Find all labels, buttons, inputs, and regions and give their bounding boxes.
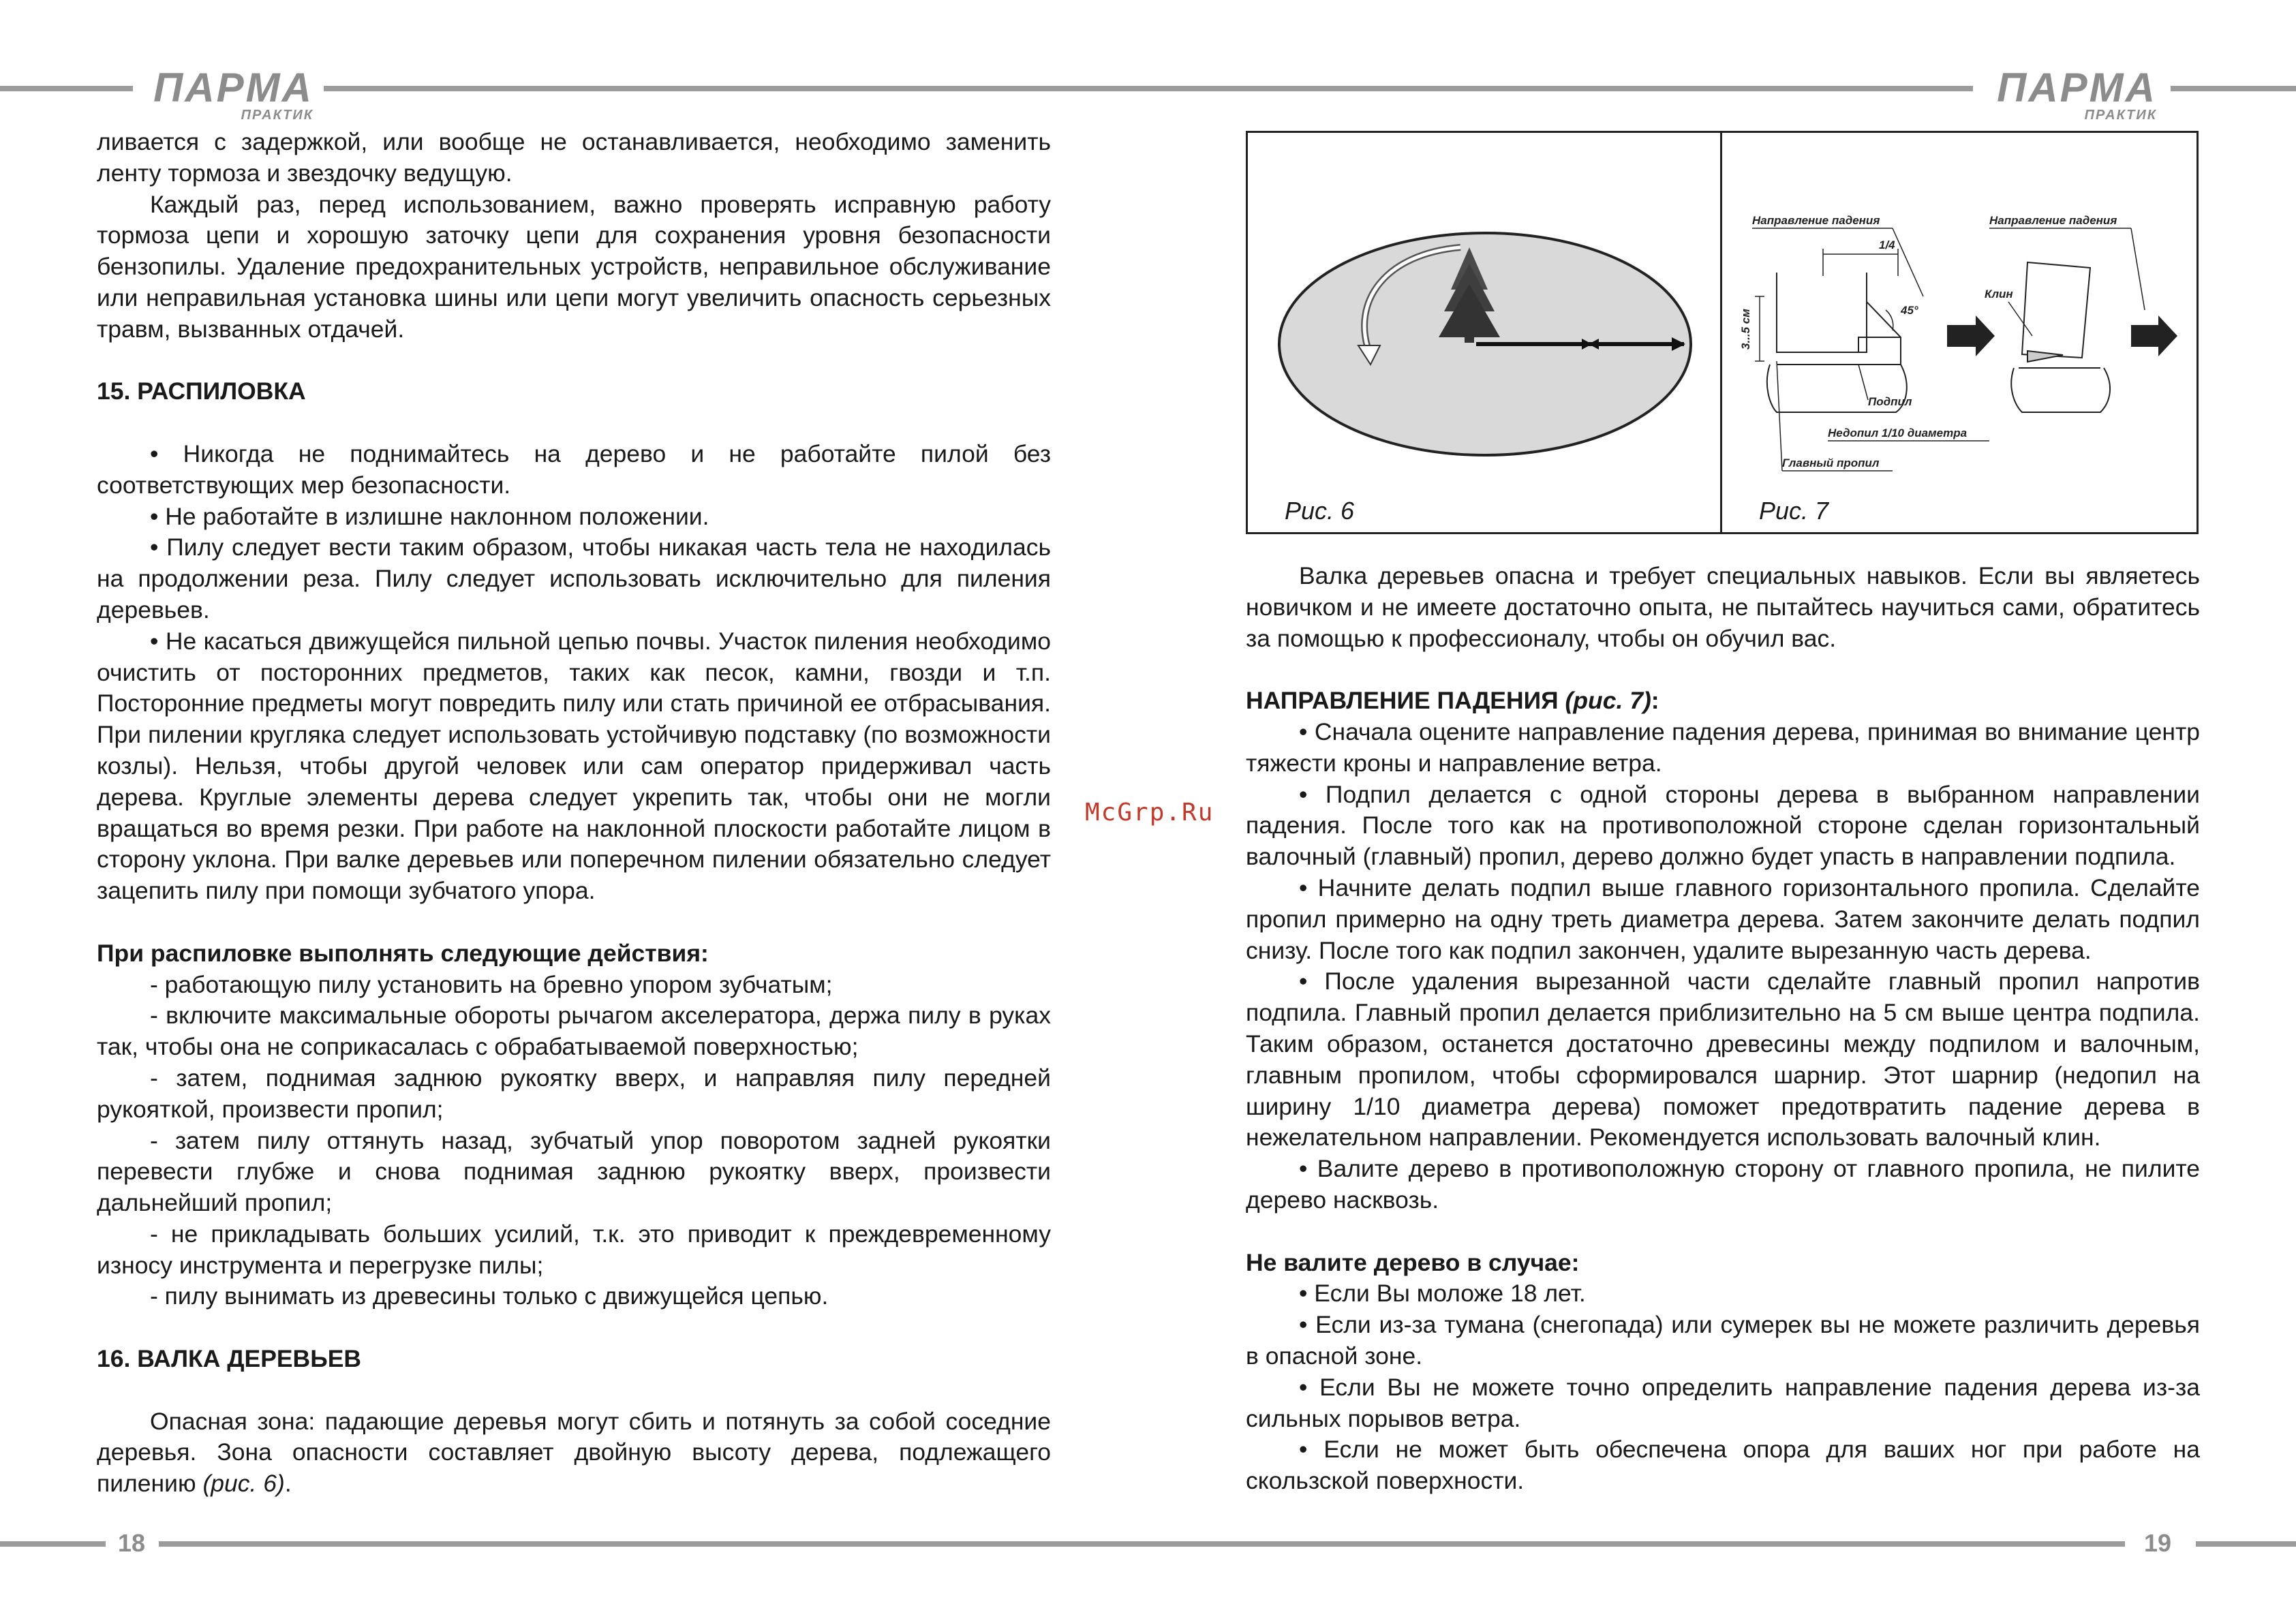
brand-subtitle: ПРАКТИК bbox=[241, 108, 313, 123]
action-item: - затем пилу оттянуть назад, зубчатый упор поворотом задней рукоятки перевести глубже и снова поднимая заднюю рукоятку вверх, произвести дальнейший пропил; bbox=[97, 1126, 1051, 1217]
do-not-fell-heading: Не валите дерево в случае: bbox=[1246, 1248, 1580, 1276]
figure-caption-6: Рис. 6 bbox=[1285, 497, 1355, 525]
svg-text:Главный пропил: Главный пропил bbox=[1782, 457, 1880, 469]
svg-text:Недопил 1/10 диаметра: Недопил 1/10 диаметра bbox=[1828, 427, 1968, 439]
bullet-item: • Пилу следует вести таким образом, чтобы никакая часть тела не находилась на продолжении реза. Пилу следует использовать исключительно для пиления деревьев. bbox=[97, 534, 1051, 623]
figure-caption-7: Рис. 7 bbox=[1759, 497, 1829, 525]
header-rule-left-a bbox=[0, 86, 133, 91]
action-item: - не прикладывать больших усилий, т.к. это приводит к преждевременному износу инструмента и перегрузке пилы; bbox=[97, 1220, 1051, 1279]
paragraph: Каждый раз, перед использованием, важно проверять исправную работу тормоза цепи и хорошую заточку цепи для сохранения уровня безопасности бензопилы. Удаление предохранительных устройств, неправильное обслуживание или неправильная установка шины или цепи могут увеличить опасность серьезных травм, вызванных отдачей. bbox=[97, 190, 1051, 343]
left-column bbox=[97, 127, 1051, 1500]
svg-text:1/4: 1/4 bbox=[1879, 238, 1895, 251]
bullet-item: • Не касаться движущейся пильной цепью почвы. Участок пиления необходимо очистить от посторонних предметов, таких как песок, камни, гвозди и т.п. Посторонние предметы могут повредить пилу или стать причиной ее отбрасывания. При пилении кругляка следует использовать устойчивую подставку (по возможности козлы). Нельзя, чтобы другой человек или сам оператор придерживал часть дерева. Круглые элементы дерева следует укрепить так, чтобы они не могли вращаться во время резки. При работе на наклонной плоскости работайте лицом в сторону уклона. При валке деревьев или поперечном пилении обязательно следует зацепить пилу при помощи зубчатого упора. bbox=[97, 627, 1051, 905]
svg-text:45°: 45° bbox=[1901, 304, 1918, 317]
section-heading-15: 15. РАСПИЛОВКА bbox=[97, 377, 306, 405]
page-number-right: 19 bbox=[2144, 1529, 2172, 1557]
paragraph: Опасная зона: падающие деревья могут сбить и потянуть за собой соседние деревья. Зона опасности составляет двойную высоту дерева, подлежащего пилению (рис. 6). bbox=[97, 1407, 1051, 1498]
figure-ref: (рис. 6) bbox=[202, 1470, 285, 1498]
action-item: - включите максимальные обороты рычагом акселератора, держа пилу в руках так, чтобы она не соприкасалась с обрабатываемой поверхностью; bbox=[97, 1002, 1051, 1061]
action-item: - затем, поднимая заднюю рукоятку вверх, и направляя пилу передней рукояткой, произвести пропил; bbox=[97, 1064, 1051, 1123]
right-column bbox=[1246, 561, 2200, 1497]
svg-text:Клин: Клин bbox=[1985, 288, 2013, 300]
bullet-item: • Если не может быть обеспечена опора для ваших ног при работе на скользской поверхности. bbox=[1246, 1436, 2200, 1495]
header-rule-left-b bbox=[324, 86, 1973, 91]
fall-direction-arrow bbox=[1947, 315, 1995, 356]
actions-heading: При распиловке выполнять следующие действия: bbox=[97, 939, 709, 967]
footer-rule-right bbox=[2196, 1541, 2296, 1547]
section-heading-16: 16. ВАЛКА ДЕРЕВЬЕВ bbox=[97, 1345, 362, 1373]
fig7-felling-direction-diagram bbox=[1722, 133, 2196, 532]
watermark: McGrp.Ru bbox=[1085, 799, 1214, 826]
brand-logo-left bbox=[140, 65, 313, 123]
footer-rule-left-a bbox=[0, 1541, 106, 1547]
direction-heading: НАПРАВЛЕНИЕ ПАДЕНИЯ (рис. 7): bbox=[1246, 687, 1659, 715]
bullet-item: • Сначала оцените направление падения дерева, принимая во внимание центр тяжести кроны и направление ветра. bbox=[1246, 717, 2200, 777]
fall-direction-arrow bbox=[2131, 315, 2177, 356]
svg-text:3...5 см: 3...5 см bbox=[1739, 309, 1752, 350]
svg-text:Направление падения: Направление падения bbox=[1989, 214, 2117, 227]
bullet-item: • Если Вы не можете точно определить направление падения дерева из-за сильных порывов ветра. bbox=[1246, 1373, 2200, 1432]
bullet-item: • Если из-за тумана (снегопада) или сумерек вы не можете различить деревья в опасной зоне. bbox=[1246, 1311, 2200, 1370]
page-number-left: 18 bbox=[118, 1529, 146, 1557]
bullet-item: • Подпил делается с одной стороны дерева в выбранном направлении падения. После того как на противоположной стороне сделан горизонтальный валочный (главный) пропил, дерево должно будет упасть в направлении подпила. bbox=[1246, 780, 2200, 871]
action-item: - работающую пилу установить на бревно упором зубчатым; bbox=[150, 970, 833, 998]
bullet-item: • После удаления вырезанной части сделайте главный пропил напротив подпила. Главный пропил делается приблизительно на 5 см выше центра подпила. Таким образом, останется достаточно древесины между подпилом и валочным, главным пропилом, чтобы сформировался шарнир. Этот шарнир (недопил на ширину 1/10 диаметра дерева) поможет предотвратить падение дерева в нежелательном направлении. Рекомендуется использовать валочный клин. bbox=[1246, 968, 2200, 1151]
tree-trunk-cut-diagram bbox=[1767, 273, 1907, 412]
svg-text:Направление падения: Направление падения bbox=[1752, 214, 1880, 227]
bullet-item: • Не работайте в излишне наклонном положении. bbox=[150, 502, 709, 530]
header-rule-right bbox=[2171, 86, 2296, 91]
brand-name: ПАРМА bbox=[1997, 65, 2157, 110]
bullet-item: • Начните делать подпил выше главного горизонтального пропила. Сделайте пропил примерно на одну треть диаметра дерева. Затем закончите делать подпил снизу. После того как подпил закончен, удалите вырезанную часть дерева. bbox=[1246, 874, 2200, 964]
paragraph: Валка деревьев опасна и требует специальных навыков. Если вы являетесь новичком и не имеете достаточно опыта, не пытайтесь научиться сами, обратитесь за помощью к профессионалу, чтобы он обучил вас. bbox=[1246, 562, 2200, 652]
fig6-danger-zone-diagram bbox=[1248, 133, 1720, 532]
brand-logo-right bbox=[1983, 65, 2157, 123]
brand-subtitle: ПРАКТИК bbox=[2084, 108, 2157, 123]
footer-rule-mid bbox=[159, 1541, 2125, 1547]
falling-tree-wedge-diagram bbox=[2011, 262, 2110, 412]
bullet-item: • Никогда не поднимайтесь на дерево и не работайте пилой без соответствующих мер безопасности. bbox=[97, 439, 1051, 499]
bullet-item: • Валите дерево в противоположную сторону от главного пропила, не пилите дерево насквозь. bbox=[1246, 1155, 2200, 1214]
brand-name: ПАРМА bbox=[153, 65, 313, 110]
paragraph: ливается с задержкой, или вообще не останавливается, необходимо заменить ленту тормоза и звездочку ведущую. bbox=[97, 128, 1051, 187]
figure-box bbox=[1246, 131, 2199, 534]
action-item: - пилу вынимать из древесины только с движущейся цепью. bbox=[150, 1282, 829, 1310]
figure-ref: (рис. 7) bbox=[1565, 687, 1651, 715]
svg-text:Подпил: Подпил bbox=[1868, 395, 1912, 408]
bullet-item: • Если Вы моложе 18 лет. bbox=[1299, 1280, 1586, 1308]
